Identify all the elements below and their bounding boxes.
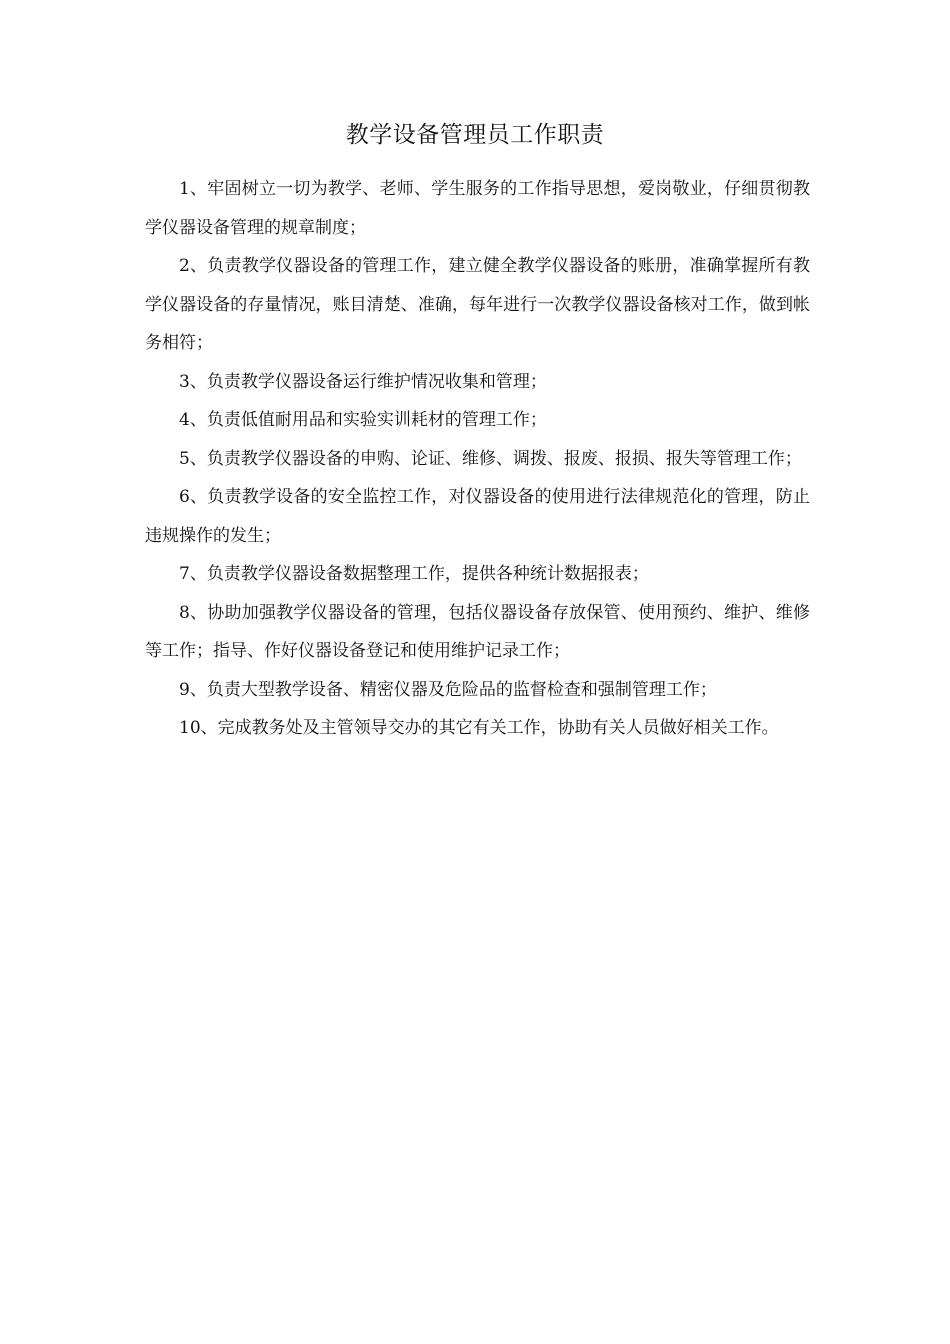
duty-item-5: 5、负责教学仪器设备的申购、论证、维修、调拨、报废、报损、报失等管理工作； [179, 448, 802, 469]
duty-item-9: 9、负责大型教学设备、精密仪器及危险品的监督检查和强制管理工作； [179, 679, 717, 700]
duty-item-4: 4、负责低值耐用品和实验实训耗材的管理工作； [179, 410, 547, 430]
document-body [145, 170, 810, 748]
duty-item-7: 7、负责教学仪器设备数据整理工作，提供各种统计数据报表； [179, 564, 649, 584]
duty-item-8: 8、协助加强教学仪器设备的管理，包括仪器设备存放保管、使用预约、维护、维修等工作；指导、作好仪器设备登记和使用维护记录工作； [145, 602, 810, 661]
duty-item-1: 1、牢固树立一切为教学、老师、学生服务的工作指导思想，爱岗敬业，仔细贯彻教学仪器设备管理的规章制度； [145, 179, 810, 238]
duty-item-2: 2、负责教学仪器设备的管理工作，建立健全教学仪器设备的账册，准确掌握所有教学仪器设备的存量情况，账目清楚、准确，每年进行一次教学仪器设备核对工作，做到帐务相符； [145, 256, 810, 353]
duty-item-6: 6、负责教学设备的安全监控工作，对仪器设备的使用进行法律规范化的管理，防止违规操作的发生； [145, 487, 810, 546]
duty-item-3: 3、负责教学仪器设备运行维护情况收集和管理； [179, 371, 547, 392]
duty-item-10: 10、完成教务处及主管领导交办的其它有关工作，协助有关人员做好相关工作。 [179, 718, 779, 738]
document-title: 教学设备管理员工作职责 [345, 122, 605, 148]
